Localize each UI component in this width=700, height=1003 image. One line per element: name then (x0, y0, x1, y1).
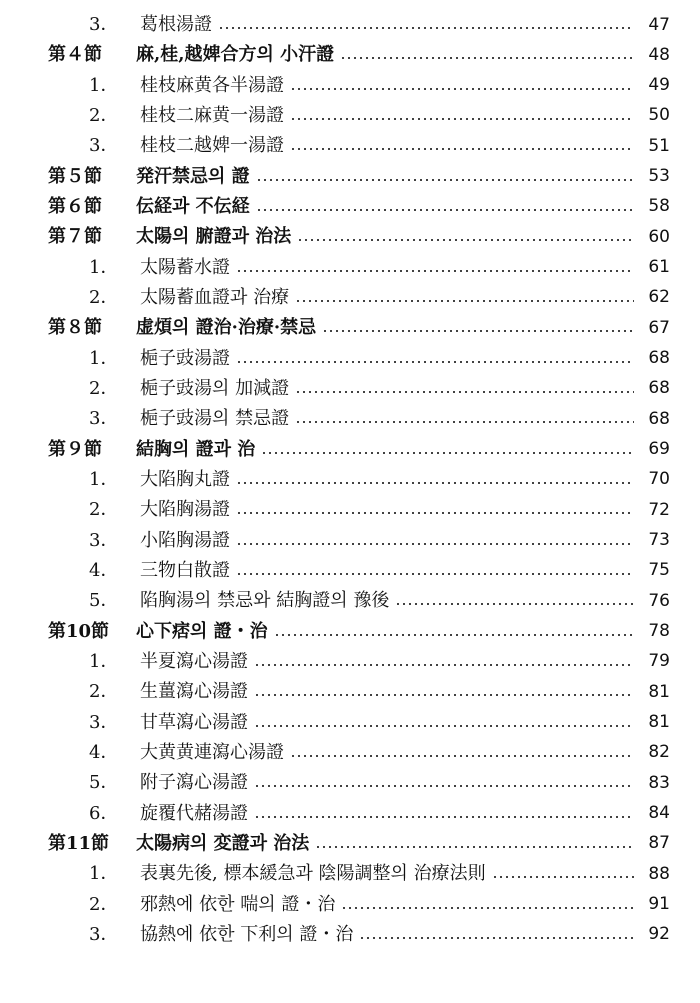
entry-title: 太陽病의 変證과 治法 (136, 832, 310, 854)
entry-title: 葛根湯證 (140, 14, 212, 35)
toc-subsection-row (52, 404, 670, 434)
page-number: 92 (648, 924, 670, 945)
toc-subsection-row (52, 283, 670, 313)
dot-leader (256, 209, 634, 211)
item-number: 3． (89, 135, 119, 157)
entry-title: 虚煩의 證治·治療·禁忌 (136, 317, 317, 339)
section-number: 第11節 (48, 832, 110, 854)
toc-subsection-row (52, 10, 670, 40)
dot-leader (254, 664, 634, 666)
item-number: 4． (89, 741, 119, 763)
toc-subsection-row (52, 71, 670, 101)
toc-section-row (48, 313, 670, 343)
dot-leader (340, 57, 634, 59)
page-number: 84 (648, 803, 670, 824)
entry-title: 太陽蓄水證 (140, 256, 230, 278)
page-number: 67 (648, 317, 670, 338)
entry-title: 旋覆代赭湯證 (140, 802, 248, 824)
item-number: 2． (89, 104, 119, 126)
page-number: 83 (648, 772, 670, 793)
item-number: 3． (89, 408, 119, 430)
page-number: 68 (648, 378, 670, 399)
page-number: 68 (648, 408, 670, 429)
entry-title: 三物白散證 (140, 559, 230, 581)
page-number: 75 (648, 560, 670, 581)
page-number: 91 (648, 894, 670, 915)
page-number: 82 (648, 742, 670, 763)
entry-title: 半夏瀉心湯證 (140, 650, 248, 672)
dot-leader (236, 543, 634, 545)
entry-title: 心下痞의 證・治 (136, 620, 268, 642)
toc-section-row (48, 829, 670, 859)
item-number: 3． (89, 529, 119, 551)
page-number: 50 (648, 105, 670, 126)
item-number: 1． (89, 650, 119, 672)
dot-leader (290, 755, 634, 757)
dot-leader (236, 361, 634, 363)
dot-leader (218, 27, 634, 29)
entry-title: 生薑瀉心湯證 (140, 681, 248, 703)
toc-subsection-row (52, 495, 670, 525)
dot-leader (341, 907, 634, 909)
page-number: 51 (648, 135, 670, 156)
entry-title: 大陷胸丸證 (140, 468, 230, 490)
dot-leader (261, 452, 634, 454)
toc-subsection-row (52, 708, 670, 738)
dot-leader (236, 482, 634, 484)
item-number: 1． (89, 256, 119, 278)
dot-leader (322, 330, 634, 332)
entry-title: 太陽의 腑證과 治法 (136, 226, 292, 248)
toc-subsection-row (52, 526, 670, 556)
dot-leader (315, 846, 634, 848)
toc-subsection-row (52, 768, 670, 798)
dot-leader (254, 694, 634, 696)
entry-title: 陷胸湯의 禁忌와 結胸證의 豫後 (140, 590, 390, 612)
toc-subsection-row (52, 738, 670, 768)
dot-leader (254, 816, 634, 818)
item-number: 1． (89, 347, 119, 369)
toc-section-row (48, 162, 670, 192)
section-number: 第５節 (48, 165, 102, 187)
page-number: 60 (648, 226, 670, 247)
dot-leader (295, 391, 634, 393)
page-number: 79 (648, 651, 670, 672)
toc-subsection-row (52, 253, 670, 283)
toc-subsection-row (52, 799, 670, 829)
entry-title: 麻,桂,越婢合方의 小汗證 (136, 44, 335, 66)
dot-leader (295, 300, 634, 302)
item-number: 1． (89, 863, 119, 885)
entry-title: 発汗禁忌의 證 (136, 165, 250, 187)
entry-title: 桂枝二麻黄一湯證 (140, 104, 284, 126)
item-number: 1． (89, 468, 119, 490)
toc-section-row (48, 617, 670, 647)
item-number: 4． (89, 559, 119, 581)
toc-section-row (48, 192, 670, 222)
dot-leader (254, 725, 634, 727)
entry-title: 協熱에 依한 下利의 證・治 (140, 923, 354, 945)
dot-leader (274, 634, 634, 636)
entry-title: 梔子豉湯證 (140, 347, 230, 369)
dot-leader (254, 785, 634, 787)
page-number: 49 (648, 75, 670, 96)
item-number: 2． (89, 377, 119, 399)
dot-leader (236, 573, 634, 575)
entry-title: 伝経과 不伝経 (136, 195, 250, 217)
page-number: 53 (648, 166, 670, 187)
entry-title: 小陷胸湯證 (140, 529, 230, 551)
item-number: 5． (89, 590, 119, 612)
item-number: 2． (89, 286, 119, 308)
toc-section-row (48, 222, 670, 252)
dot-leader (359, 937, 634, 939)
page-number: 69 (648, 439, 670, 460)
entry-title: 附子瀉心湯證 (140, 772, 248, 794)
entry-title: 表裏先後, 標本緩急과 陰陽調整의 治療法則 (140, 863, 486, 885)
item-number: 5． (89, 772, 119, 794)
section-number: 第７節 (48, 226, 102, 248)
entry-title: 桂枝麻黄各半湯證 (140, 74, 284, 96)
page-number: 70 (648, 469, 670, 490)
toc-subsection-row (52, 586, 670, 616)
section-number: 第９節 (48, 438, 102, 460)
entry-title: 大陷胸湯證 (140, 499, 230, 521)
item-number: 2． (89, 681, 119, 703)
entry-title: 梔子豉湯의 禁忌證 (140, 408, 290, 430)
page-number: 62 (648, 287, 670, 308)
section-number: 第６節 (48, 195, 102, 217)
page-number: 61 (648, 257, 670, 278)
toc-subsection-row (52, 556, 670, 586)
entry-title: 桂枝二越婢一湯證 (140, 135, 284, 157)
toc-subsection-row (52, 890, 670, 920)
dot-leader (295, 421, 634, 423)
page-number: 68 (648, 348, 670, 369)
toc-subsection-row (52, 131, 670, 161)
page-number: 73 (648, 530, 670, 551)
page-number: 81 (648, 712, 670, 733)
entry-title: 邪熱에 依한 喘의 證・治 (140, 893, 336, 915)
page-number: 58 (648, 196, 670, 217)
toc-subsection-row (52, 677, 670, 707)
dot-leader (395, 603, 634, 605)
item-number: 6． (89, 802, 119, 824)
dot-leader (297, 239, 634, 241)
dot-leader (236, 512, 634, 514)
entry-title: 甘草瀉心湯證 (140, 711, 248, 733)
page-number: 76 (648, 590, 670, 611)
item-number: 1． (89, 74, 119, 96)
dot-leader (290, 118, 634, 120)
page-number: 47 (648, 14, 670, 35)
toc-subsection-row (52, 859, 670, 889)
toc-subsection-row (52, 920, 670, 950)
item-number: 3． (89, 923, 119, 945)
dot-leader (236, 270, 634, 272)
page-number: 72 (648, 499, 670, 520)
section-number: 第４節 (48, 44, 102, 66)
dot-leader (492, 876, 634, 878)
page-number: 78 (648, 621, 670, 642)
entry-title: 結胸의 證과 治 (136, 438, 256, 460)
toc-section-row (48, 40, 670, 70)
toc-subsection-row (52, 344, 670, 374)
entry-title: 太陽蓄血證과 治療 (140, 286, 290, 308)
toc-subsection-row (52, 101, 670, 131)
page-number: 48 (648, 44, 670, 65)
toc-subsection-row (52, 647, 670, 677)
entry-title: 大黄黄連瀉心湯證 (140, 741, 284, 763)
dot-leader (256, 179, 634, 181)
page-number: 88 (648, 863, 670, 884)
entry-title: 梔子豉湯의 加減證 (140, 377, 290, 399)
page-number: 81 (648, 681, 670, 702)
toc-subsection-row (52, 374, 670, 404)
section-number: 第10節 (48, 620, 110, 642)
item-number: 3． (89, 14, 119, 35)
toc-section-row (48, 435, 670, 465)
dot-leader (290, 148, 634, 150)
item-number: 2． (89, 893, 119, 915)
item-number: 2． (89, 499, 119, 521)
page-number: 87 (648, 833, 670, 854)
section-number: 第８節 (48, 317, 102, 339)
item-number: 3． (89, 711, 119, 733)
toc-subsection-row (52, 465, 670, 495)
dot-leader (290, 88, 634, 90)
